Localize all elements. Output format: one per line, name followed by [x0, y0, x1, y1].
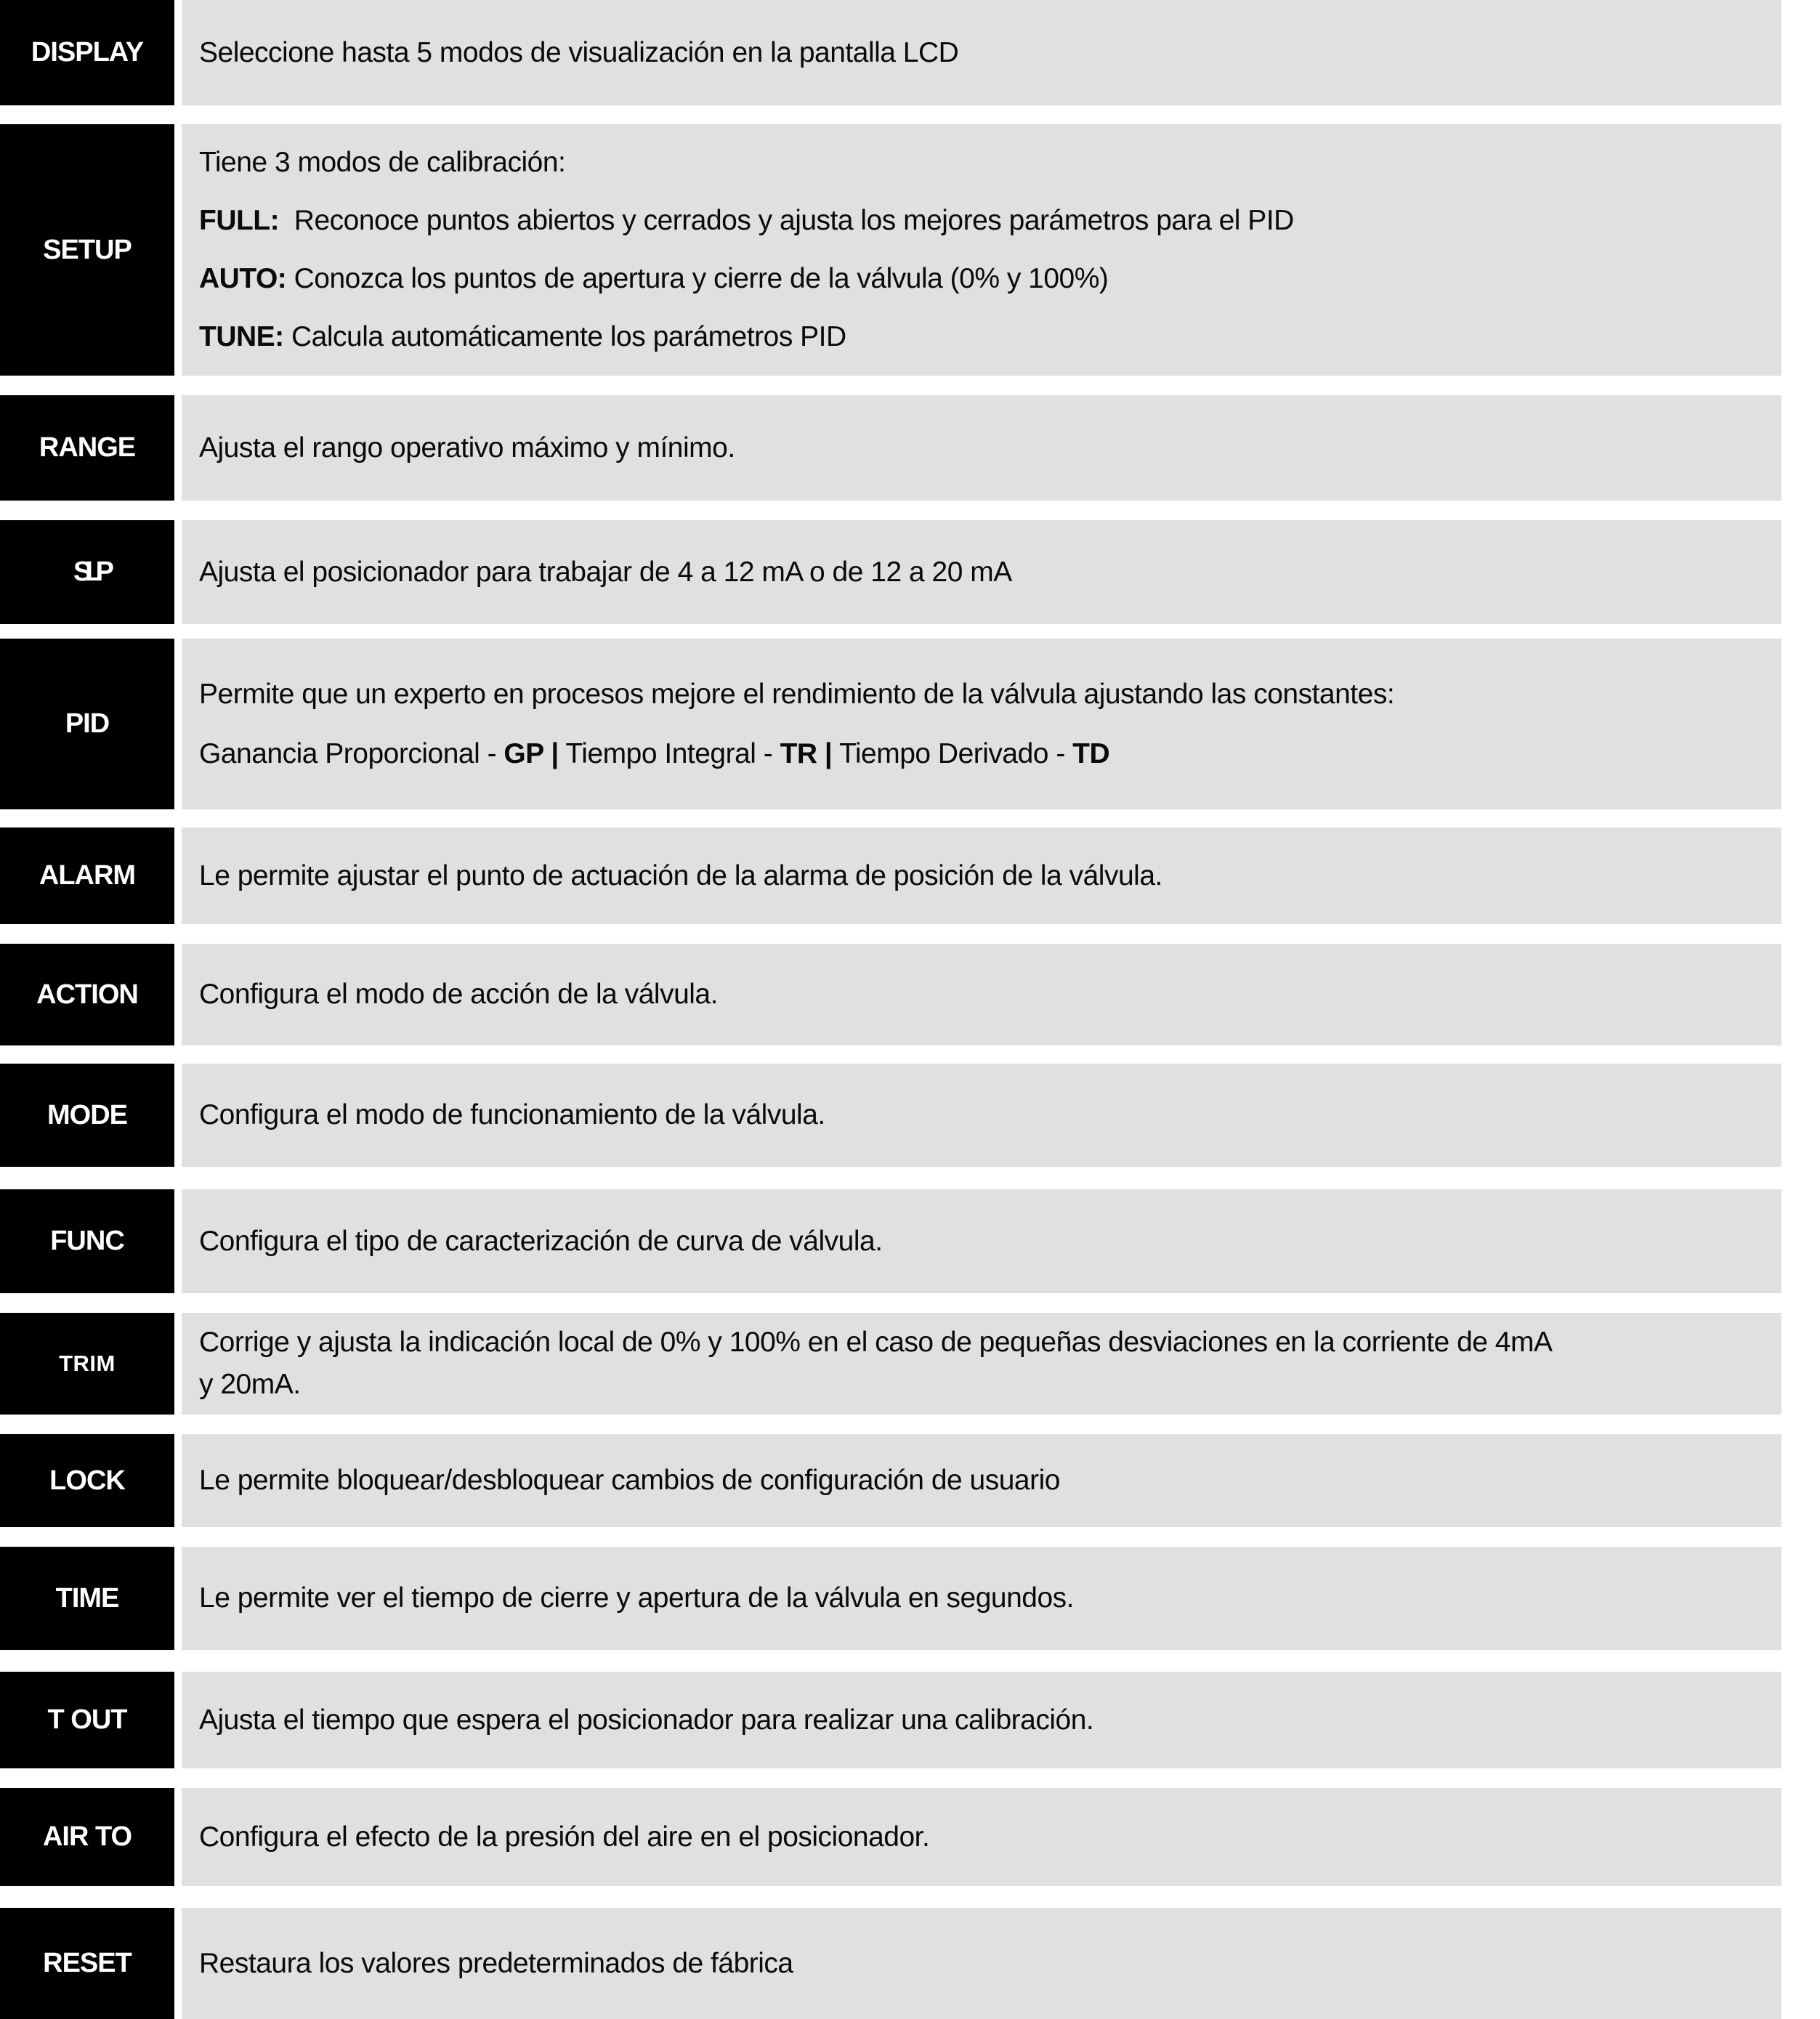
row-mode [0, 1064, 1781, 1167]
description-line [199, 1462, 1768, 1500]
row-action [0, 944, 1781, 1045]
row-lock [0, 1434, 1781, 1527]
description-line [199, 1818, 1768, 1856]
description-alarm [182, 828, 1781, 924]
menu-label-display [0, 0, 174, 105]
description-text: Le permite bloquear/desbloquear cambios de configuración de usuario [199, 1465, 1060, 1496]
description-text: Reconoce puntos abiertos y cerrados y ajusta los mejores parámetros para el PID [279, 205, 1294, 236]
menu-label-text: DISPLAY [31, 37, 144, 68]
description-line [199, 1223, 1768, 1261]
menu-label-text: ALARM [39, 860, 136, 891]
row-pid [0, 639, 1781, 809]
row-display [0, 0, 1781, 105]
menu-label-text: PID [65, 708, 110, 739]
menu-label-text: MODE [47, 1099, 127, 1130]
menu-label-func [0, 1189, 174, 1293]
description-reset [182, 1908, 1781, 2019]
menu-label-text: SETUP [43, 234, 132, 265]
description-keyword: GP | [503, 737, 559, 769]
description-line [199, 1579, 1768, 1617]
description-text: Configura el modo de acción de la válvula. [199, 979, 718, 1010]
menu-label-text: TIME [55, 1582, 119, 1614]
description-line [199, 976, 1768, 1013]
description-setup [182, 124, 1781, 376]
description-text: Le permite ver el tiempo de cierre y apertura de la válvula en segundos. [199, 1582, 1075, 1614]
description-line [199, 192, 1768, 250]
description-slp [182, 520, 1781, 624]
menu-label-alarm [0, 828, 174, 924]
description-func [182, 1189, 1781, 1293]
description-line [199, 34, 1768, 72]
row-setup [0, 124, 1781, 376]
description-text: Restaura los valores predeterminados de fábrica [199, 1947, 793, 1979]
description-keyword: TUNE: [199, 321, 284, 352]
description-line [199, 1322, 1768, 1364]
row-t-out [0, 1672, 1781, 1768]
menu-label-text: T OUT [47, 1704, 127, 1735]
description-text: Ajusta el posicionador para trabajar de 4 a 12 mA o de 12 a 20 mA [199, 556, 1012, 588]
row-reset [0, 1908, 1781, 2019]
row-range [0, 395, 1781, 501]
menu-label-range [0, 395, 174, 501]
description-line [199, 724, 1768, 784]
description-line [199, 665, 1768, 724]
menu-label-reset [0, 1908, 174, 2019]
description-lock [182, 1434, 1781, 1527]
row-trim [0, 1313, 1781, 1415]
menu-label-text: TRIM [59, 1351, 116, 1376]
row-alarm [0, 828, 1781, 924]
description-text: Tiene 3 modos de calibración: [199, 147, 566, 178]
description-text: Le permite ajustar el punto de actuación de la alarma de posición de la válvula. [199, 859, 1162, 891]
row-slp [0, 520, 1781, 624]
description-action [182, 944, 1781, 1045]
description-text: Calcula automáticamente los parámetros PID [283, 321, 846, 352]
description-time [182, 1547, 1781, 1650]
menu-label-slp [0, 520, 174, 624]
menu-label-text: AIR TO [42, 1821, 132, 1852]
menu-label-text: SLP [73, 557, 108, 587]
description-line [199, 308, 1768, 366]
description-text: Configura el efecto de la presión del aire en el posicionador. [199, 1821, 930, 1853]
menu-label-setup [0, 124, 174, 376]
description-display [182, 0, 1781, 105]
description-text: Conozca los puntos de apertura y cierre de la válvula (0% y 100%) [286, 263, 1109, 294]
description-air-to [182, 1788, 1781, 1886]
description-text: Permite que un experto en procesos mejore el rendimiento de la válvula ajustando las constantes: [199, 678, 1395, 710]
description-line [199, 429, 1768, 467]
description-pid [182, 639, 1781, 809]
menu-label-air-to [0, 1788, 174, 1886]
row-air-to [0, 1788, 1781, 1886]
menu-label-action [0, 944, 174, 1045]
row-func [0, 1189, 1781, 1293]
description-text: Ajusta el rango operativo máximo y mínimo. [199, 432, 735, 464]
menu-label-pid [0, 639, 174, 809]
description-line [199, 250, 1768, 308]
menu-label-text: RANGE [39, 432, 136, 463]
menu-label-text: RESET [43, 1948, 132, 1978]
description-range [182, 395, 1781, 501]
description-keyword: AUTO: [199, 263, 287, 294]
description-text: Corrige y ajusta la indicación local de 0% y 100% en el caso de pequeñas desviaciones en la corriente de 4mA [199, 1327, 1553, 1358]
description-keyword: TR | [780, 737, 833, 769]
description-line [199, 857, 1768, 895]
description-text: Tiempo Integral - [558, 737, 780, 769]
description-text: Seleccione hasta 5 modos de visualización en la pantalla LCD [199, 36, 959, 68]
menu-label-time [0, 1547, 174, 1650]
description-line [199, 134, 1768, 192]
menu-label-t-out [0, 1672, 174, 1768]
menu-label-text: FUNC [50, 1226, 124, 1256]
description-line [199, 1096, 1768, 1134]
description-text: Configura el modo de funcionamiento de la válvula. [199, 1099, 825, 1130]
description-mode [182, 1064, 1781, 1167]
description-text: y 20mA. [199, 1369, 301, 1400]
description-text: Configura el tipo de caracterización de curva de válvula. [199, 1225, 883, 1257]
menu-label-text: ACTION [36, 979, 138, 1010]
description-keyword: TD [1072, 737, 1110, 769]
row-time [0, 1547, 1781, 1650]
description-t-out [182, 1672, 1781, 1768]
description-text: Ajusta el tiempo que espera el posicionador para realizar una calibración. [199, 1704, 1094, 1736]
description-line [199, 554, 1768, 591]
description-keyword: FULL: [199, 205, 280, 236]
menu-label-mode [0, 1064, 174, 1167]
description-line [199, 1945, 1768, 1983]
description-text: Tiempo Derivado - [832, 737, 1073, 769]
menu-label-trim [0, 1313, 174, 1415]
menu-label-lock [0, 1434, 174, 1527]
description-line [199, 1702, 1768, 1739]
description-line [199, 1364, 1768, 1406]
menu-label-text: LOCK [49, 1465, 125, 1496]
description-trim [182, 1313, 1781, 1415]
description-text: Ganancia Proporcional - [199, 737, 504, 769]
